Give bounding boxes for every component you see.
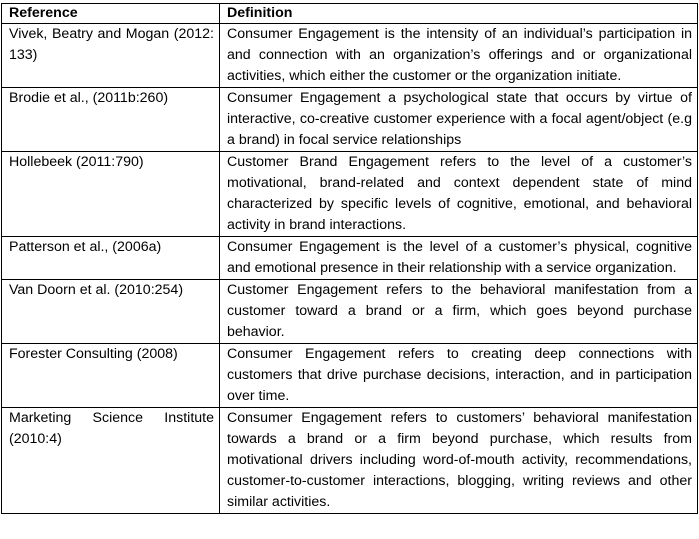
reference-cell: Brodie et al., (2011b:260)	[2, 88, 220, 152]
definition-cell: Customer Brand Engagement refers to the level of a customer’s motivational, brand-related and context dependent state of mind characterized by specific levels of cognitive, emotional, and behavioral activity in brand interactions.	[220, 152, 698, 237]
definition-cell: Consumer Engagement is the intensity of an individual’s participation in and connection with an organization’s offerings and or organizational activities, which either the customer or the organization initiate.	[220, 24, 698, 88]
header-reference: Reference	[2, 4, 220, 24]
table-row	[2, 24, 698, 88]
header-definition: Definition	[220, 4, 698, 24]
table-row	[2, 344, 698, 408]
reference-cell: Van Doorn et al. (2010:254)	[2, 280, 220, 344]
table-row	[2, 237, 698, 280]
definition-cell: Consumer Engagement is the level of a customer’s physical, cognitive and emotional presence in their relationship with a service organization.	[220, 237, 698, 280]
definition-cell: Consumer Engagement refers to creating deep connections with customers that drive purchase decisions, interaction, and in participation over time.	[220, 344, 698, 408]
reference-cell: Vivek, Beatry and Mogan (2012: 133)	[2, 24, 220, 88]
reference-cell: Patterson et al., (2006a)	[2, 237, 220, 280]
table-row	[2, 280, 698, 344]
reference-cell: Forester Consulting (2008)	[2, 344, 220, 408]
definition-cell: Customer Engagement refers to the behavioral manifestation from a customer toward a brand or a firm, which goes beyond purchase behavior.	[220, 280, 698, 344]
table-row	[2, 408, 698, 514]
reference-cell: Marketing Science Institute (2010:4)	[2, 408, 220, 514]
definition-cell: Consumer Engagement refers to customers’ behavioral manifestation towards a brand or a firm beyond purchase, which results from motivational drivers including word-of-mouth activity, recommendations, customer-to-customer interactions, blogging, writing reviews and other similar activities.	[220, 408, 698, 514]
definitions-table	[1, 3, 698, 514]
reference-cell: Hollebeek (2011:790)	[2, 152, 220, 237]
table-row	[2, 152, 698, 237]
table-header-row	[2, 4, 698, 24]
table-row	[2, 88, 698, 152]
definition-cell: Consumer Engagement a psychological state that occurs by virtue of interactive, co-creative customer experience with a focal agent/object (e.g a brand) in focal service relationships	[220, 88, 698, 152]
